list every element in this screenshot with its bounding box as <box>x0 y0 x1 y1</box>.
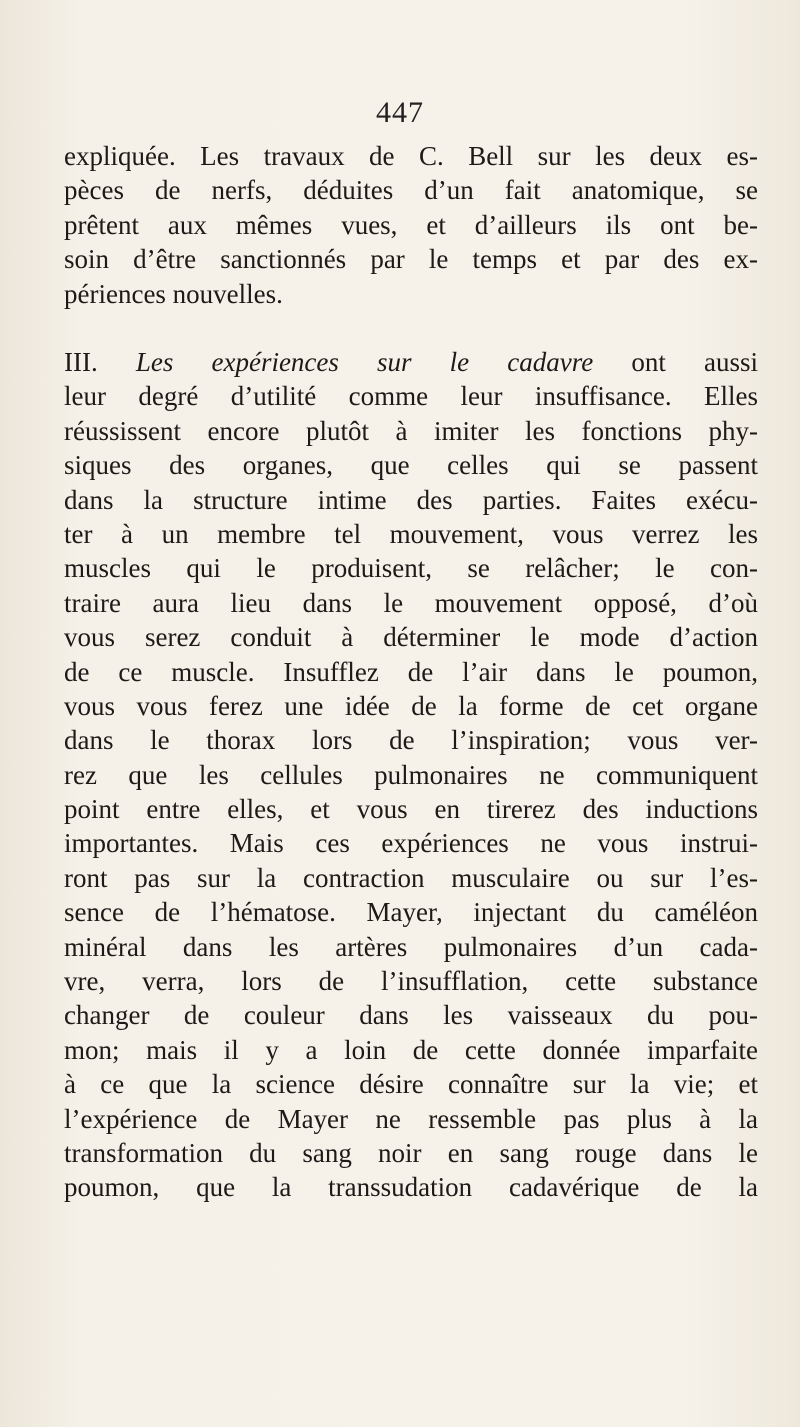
section-number: III. <box>64 347 98 377</box>
text-fragment: ont aussi <box>631 347 758 377</box>
text-line: minéral dans les artères pulmonaires d’un cada- <box>64 931 758 962</box>
text-line: mon; mais il y a loin de cette donnée imparfaite <box>64 1034 758 1065</box>
text-line: soin d’être sanctionnés par le temps et par des ex- <box>64 244 758 275</box>
text-line: muscles qui le produisent, se relâcher; le con- <box>64 553 758 584</box>
paragraph-2-first-line <box>64 345 758 379</box>
text-line: vous vous ferez une idée de la forme de cet organe <box>64 690 758 721</box>
text-line: rez que les cellules pulmonaires ne communiquent <box>64 759 758 790</box>
section-title: Les expériences sur le cadavre <box>135 347 594 377</box>
text-line: siques des organes, que celles qui se passent <box>64 450 758 481</box>
text-line: poumon, que la transsudation cadavérique de la <box>64 1172 758 1203</box>
text-line: traire aura lieu dans le mouvement opposé, d’où <box>64 587 758 618</box>
text-line: changer de couleur dans les vaisseaux du pou- <box>64 1000 758 1031</box>
text-line: importantes. Mais ces expériences ne vous instrui- <box>64 828 758 859</box>
text-line: pèces de nerfs, déduites d’un fait anatomique, se <box>64 175 758 206</box>
text-line: vre, verra, lors de l’insufflation, cette substance <box>64 966 758 997</box>
page-number: 447 <box>376 96 424 129</box>
text-line: vous serez conduit à déterminer le mode d’action <box>64 622 758 653</box>
text-line: expliquée. Les travaux de C. Bell sur les deux es- <box>64 141 758 171</box>
text-line: prêtent aux mêmes vues, et d’ailleurs ils ont be- <box>64 209 758 240</box>
text-line: leur degré d’utilité comme leur insuffisance. Elles <box>64 381 758 412</box>
text-line: dans la structure intime des parties. Faites exécu- <box>64 484 758 515</box>
text-line: transformation du sang noir en sang rouge dans le <box>64 1137 758 1168</box>
text-line: dans le thorax lors de l’inspiration; vous ver- <box>64 725 758 756</box>
text-line: de ce muscle. Insufflez de l’air dans le poumon, <box>64 656 758 687</box>
text-line: ter à un membre tel mouvement, vous verrez les <box>64 518 758 549</box>
text-line: point entre elles, et vous en tirerez des inductions <box>64 794 758 825</box>
text-line: à ce que la science désire connaître sur la vie; et <box>64 1069 758 1100</box>
text-line: ront pas sur la contraction musculaire ou sur l’es- <box>64 862 758 893</box>
text-line: périences nouvelles. <box>64 278 283 309</box>
text-line: sence de l’hématose. Mayer, injectant du caméléon <box>64 897 758 928</box>
text-line: réussissent encore plutôt à imiter les fonctions phy- <box>64 415 758 446</box>
paragraph-1 <box>64 139 758 311</box>
paragraph-2 <box>64 345 758 1205</box>
text-line: l’expérience de Mayer ne ressemble pas plus à la <box>64 1103 758 1134</box>
